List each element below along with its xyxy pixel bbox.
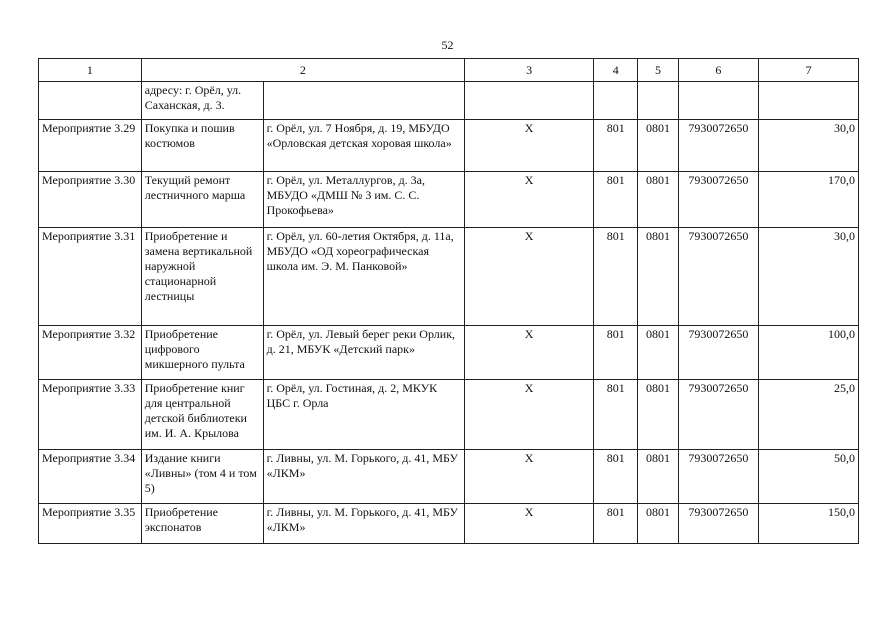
amount-cell: 30,0: [759, 228, 859, 326]
code6-cell: 7930072650: [678, 172, 759, 228]
description-cell: Приобретение экспонатов: [141, 504, 263, 544]
description-cell: Приобретение книг для центральной детской библиотеки им. И. А. Крылова: [141, 380, 263, 450]
code4-cell: 801: [594, 120, 638, 172]
cont-code4-cell: [594, 82, 638, 120]
code4-cell: 801: [594, 172, 638, 228]
amount-cell: 170,0: [759, 172, 859, 228]
mark-cell: Х: [465, 228, 594, 326]
header-col-6: 6: [678, 59, 759, 82]
code6-cell: 7930072650: [678, 380, 759, 450]
header-col-3: 3: [465, 59, 594, 82]
amount-cell: 30,0: [759, 120, 859, 172]
header-col-5: 5: [638, 59, 678, 82]
mark-cell: Х: [465, 326, 594, 380]
amount-cell: 50,0: [759, 450, 859, 504]
description-cell: Приобретение цифрового микшерного пульта: [141, 326, 263, 380]
address-cell: г. Ливны, ул. М. Горького, д. 41, МБУ «ЛКМ»: [263, 504, 464, 544]
code5-cell: 0801: [638, 172, 678, 228]
mark-cell: Х: [465, 504, 594, 544]
table-row: [39, 228, 859, 326]
event-cell: Мероприятие 3.29: [39, 120, 142, 172]
amount-cell: 100,0: [759, 326, 859, 380]
description-cell: Текущий ремонт лестничного марша: [141, 172, 263, 228]
cont-code6-cell: [678, 82, 759, 120]
mark-cell: Х: [465, 450, 594, 504]
table-row: [39, 326, 859, 380]
code6-cell: 7930072650: [678, 504, 759, 544]
header-col-1: 1: [39, 59, 142, 82]
address-cell: г. Орёл, ул. Левый берег реки Орлик, д. 21, МБУК «Детский парк»: [263, 326, 464, 380]
table-row: [39, 120, 859, 172]
event-cell: Мероприятие 3.30: [39, 172, 142, 228]
budget-table: [38, 58, 859, 544]
event-cell: Мероприятие 3.31: [39, 228, 142, 326]
code5-cell: 0801: [638, 504, 678, 544]
event-cell: Мероприятие 3.35: [39, 504, 142, 544]
page-number: 52: [441, 38, 454, 52]
header-col-7: 7: [759, 59, 859, 82]
code4-cell: 801: [594, 450, 638, 504]
amount-cell: 150,0: [759, 504, 859, 544]
table-row: [39, 172, 859, 228]
code4-cell: 801: [594, 228, 638, 326]
table-row: [39, 380, 859, 450]
header-col-2: 2: [141, 59, 464, 82]
code4-cell: 801: [594, 380, 638, 450]
cont-event-cell: [39, 82, 142, 120]
code5-cell: 0801: [638, 228, 678, 326]
cont-description-cell: адресу: г. Орёл, ул. Саханская, д. 3.: [141, 82, 263, 120]
code5-cell: 0801: [638, 120, 678, 172]
address-cell: г. Орёл, ул. 60-летия Октября, д. 11а, МБУДО «ОД хореографическая школа им. Э. М. Панковой»: [263, 228, 464, 326]
code6-cell: 7930072650: [678, 228, 759, 326]
event-cell: Мероприятие 3.33: [39, 380, 142, 450]
cont-amount-cell: [759, 82, 859, 120]
table-row: [39, 450, 859, 504]
mark-cell: Х: [465, 380, 594, 450]
code6-cell: 7930072650: [678, 450, 759, 504]
cont-code5-cell: [638, 82, 678, 120]
code4-cell: 801: [594, 326, 638, 380]
cont-address-cell: [263, 82, 464, 120]
event-cell: Мероприятие 3.34: [39, 450, 142, 504]
address-cell: г. Орёл, ул. Металлургов, д. 3а, МБУДО «ДМШ № 3 им. С. С. Прокофьева»: [263, 172, 464, 228]
table-row: [39, 504, 859, 544]
header-col-4: 4: [594, 59, 638, 82]
description-cell: Издание книги «Ливны» (том 4 и том 5): [141, 450, 263, 504]
description-cell: Покупка и пошив костюмов: [141, 120, 263, 172]
code5-cell: 0801: [638, 326, 678, 380]
code5-cell: 0801: [638, 380, 678, 450]
code6-cell: 7930072650: [678, 120, 759, 172]
mark-cell: Х: [465, 120, 594, 172]
address-cell: г. Ливны, ул. М. Горького, д. 41, МБУ «ЛКМ»: [263, 450, 464, 504]
event-cell: Мероприятие 3.32: [39, 326, 142, 380]
address-cell: г. Орёл, ул. 7 Ноября, д. 19, МБУДО «Орловская детская хоровая школа»: [263, 120, 464, 172]
amount-cell: 25,0: [759, 380, 859, 450]
description-cell: Приобретение и замена вертикальной наружной стационарной лестницы: [141, 228, 263, 326]
header-row: [39, 59, 859, 82]
code4-cell: 801: [594, 504, 638, 544]
continuation-row: [39, 82, 859, 120]
address-cell: г. Орёл, ул. Гостиная, д. 2, МКУК ЦБС г. Орла: [263, 380, 464, 450]
code5-cell: 0801: [638, 450, 678, 504]
code6-cell: 7930072650: [678, 326, 759, 380]
cont-mark-cell: [465, 82, 594, 120]
mark-cell: Х: [465, 172, 594, 228]
